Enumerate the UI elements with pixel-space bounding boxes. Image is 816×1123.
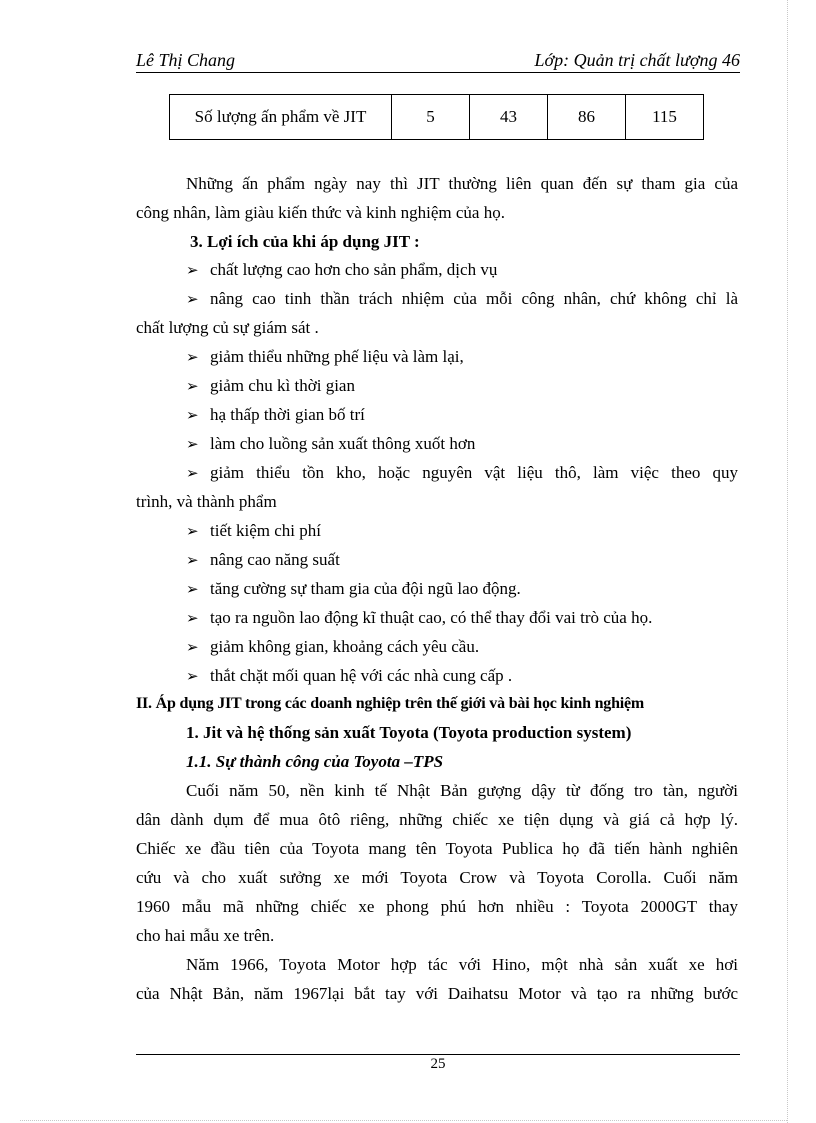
subsection-heading-success: 1.1. Sự thành công của Toyota –TPS	[186, 752, 444, 771]
page-border-right	[787, 0, 788, 1123]
paragraph-line: Năm 1966, Toyota Motor hợp tác với Hino, một nhà sản xuất xe hơi	[186, 955, 738, 974]
table-row-label: Số lượng ấn phẩm về JIT	[170, 95, 392, 140]
paragraph-line: Những ấn phẩm ngày nay thì JIT thường liên quan đến sự tham gia của	[186, 174, 738, 193]
publications-table	[169, 94, 704, 140]
list-item-continuation: trình, và thành phẩm	[136, 492, 277, 511]
header-author: Lê Thị Chang	[136, 50, 236, 70]
page-header	[136, 48, 740, 73]
list-item: ➢ tiết kiệm chi phí	[186, 516, 738, 545]
list-item: ➢ hạ thấp thời gian bố trí	[186, 400, 738, 429]
arrowhead-bullet-icon: ➢	[186, 553, 199, 569]
list-item: ➢ làm cho luồng sản xuất thông xuốt hơn	[186, 429, 738, 458]
list-item: ➢ chất lượng cao hơn cho sản phẩm, dịch vụ	[186, 255, 738, 284]
list-item: ➢ tăng cường sự tham gia của đội ngũ lao động.	[186, 574, 738, 603]
paragraph-line: của Nhật Bản, năm 1967lại bắt tay với Daihatsu Motor và tạo ra những bước	[136, 984, 738, 1003]
section-heading-benefits: 3. Lợi ích của khi áp dụng JIT :	[190, 232, 420, 251]
arrowhead-bullet-icon: ➢	[186, 350, 199, 366]
arrowhead-bullet-icon: ➢	[186, 466, 199, 482]
arrowhead-bullet-icon: ➢	[186, 611, 199, 627]
arrowhead-bullet-icon: ➢	[186, 292, 199, 308]
arrowhead-bullet-icon: ➢	[186, 379, 199, 395]
page-number: 25	[430, 1056, 446, 1072]
paragraph-line: công nhân, làm giàu kiến thức và kinh nghiệm của họ.	[136, 203, 505, 222]
list-item: ➢ giảm không gian, khoảng cách yêu cầu.	[186, 632, 738, 661]
table-row	[170, 95, 704, 140]
list-item: ➢ nâng cao tinh thần trách nhiệm của mỗi công nhân, chứ không chỉ là	[186, 284, 738, 313]
paragraph-line: dân dành dụm để mua ôtô riêng, những chiếc xe tiện dụng và giá cả hợp lý.	[136, 810, 738, 829]
footer-divider	[136, 1054, 740, 1055]
arrowhead-bullet-icon: ➢	[186, 437, 199, 453]
table-cell: 5	[392, 95, 470, 140]
list-item: ➢ giảm thiểu tồn kho, hoặc nguyên vật liệu thô, làm việc theo quy	[186, 458, 738, 487]
header-class: Lớp: Quản trị chất lượng 46	[534, 50, 740, 70]
list-item: ➢ giảm chu kì thời gian	[186, 371, 738, 400]
list-item: ➢ thắt chặt mối quan hệ với các nhà cung cấp .	[186, 661, 738, 690]
table-cell: 43	[470, 95, 548, 140]
arrowhead-bullet-icon: ➢	[186, 582, 199, 598]
paragraph-line: Cuối năm 50, nền kinh tế Nhật Bản gượng dậy từ đống tro tàn, người	[186, 781, 738, 800]
list-item: ➢ tạo ra nguồn lao động kĩ thuật cao, có thể thay đổi vai trò của họ.	[186, 603, 738, 632]
paragraph-line: Chiếc xe đầu tiên của Toyota mang tên Toyota Publica họ đã tiến hành nghiên	[136, 839, 738, 858]
table-cell: 115	[626, 95, 704, 140]
list-item: ➢ nâng cao năng suất	[186, 545, 738, 574]
paragraph-line: cho hai mẫu xe trên.	[136, 926, 275, 945]
arrowhead-bullet-icon: ➢	[186, 408, 199, 424]
arrowhead-bullet-icon: ➢	[186, 669, 199, 685]
page-border-bottom	[20, 1120, 787, 1121]
paragraph-line: cứu và cho xuất sưởng xe mới Toyota Crow và Toyota Corolla. Cuối năm	[136, 868, 738, 887]
arrowhead-bullet-icon: ➢	[186, 524, 199, 540]
arrowhead-bullet-icon: ➢	[186, 640, 199, 656]
table-cell: 86	[548, 95, 626, 140]
paragraph-line: 1960 mẫu mã những chiếc xe phong phú hơn nhiều : Toyota 2000GT thay	[136, 897, 738, 916]
list-item: ➢ giảm thiểu những phế liệu và làm lại,	[186, 342, 738, 371]
list-item-continuation: chất lượng củ sự giám sát .	[136, 318, 319, 337]
arrowhead-bullet-icon: ➢	[186, 263, 199, 279]
subsection-heading-toyota: 1. Jit và hệ thống sản xuất Toyota (Toyota production system)	[186, 723, 632, 742]
section-heading-application: II. Áp dụng JIT trong các doanh nghiệp trên thế giới và bài học kinh nghiệm	[136, 695, 645, 712]
